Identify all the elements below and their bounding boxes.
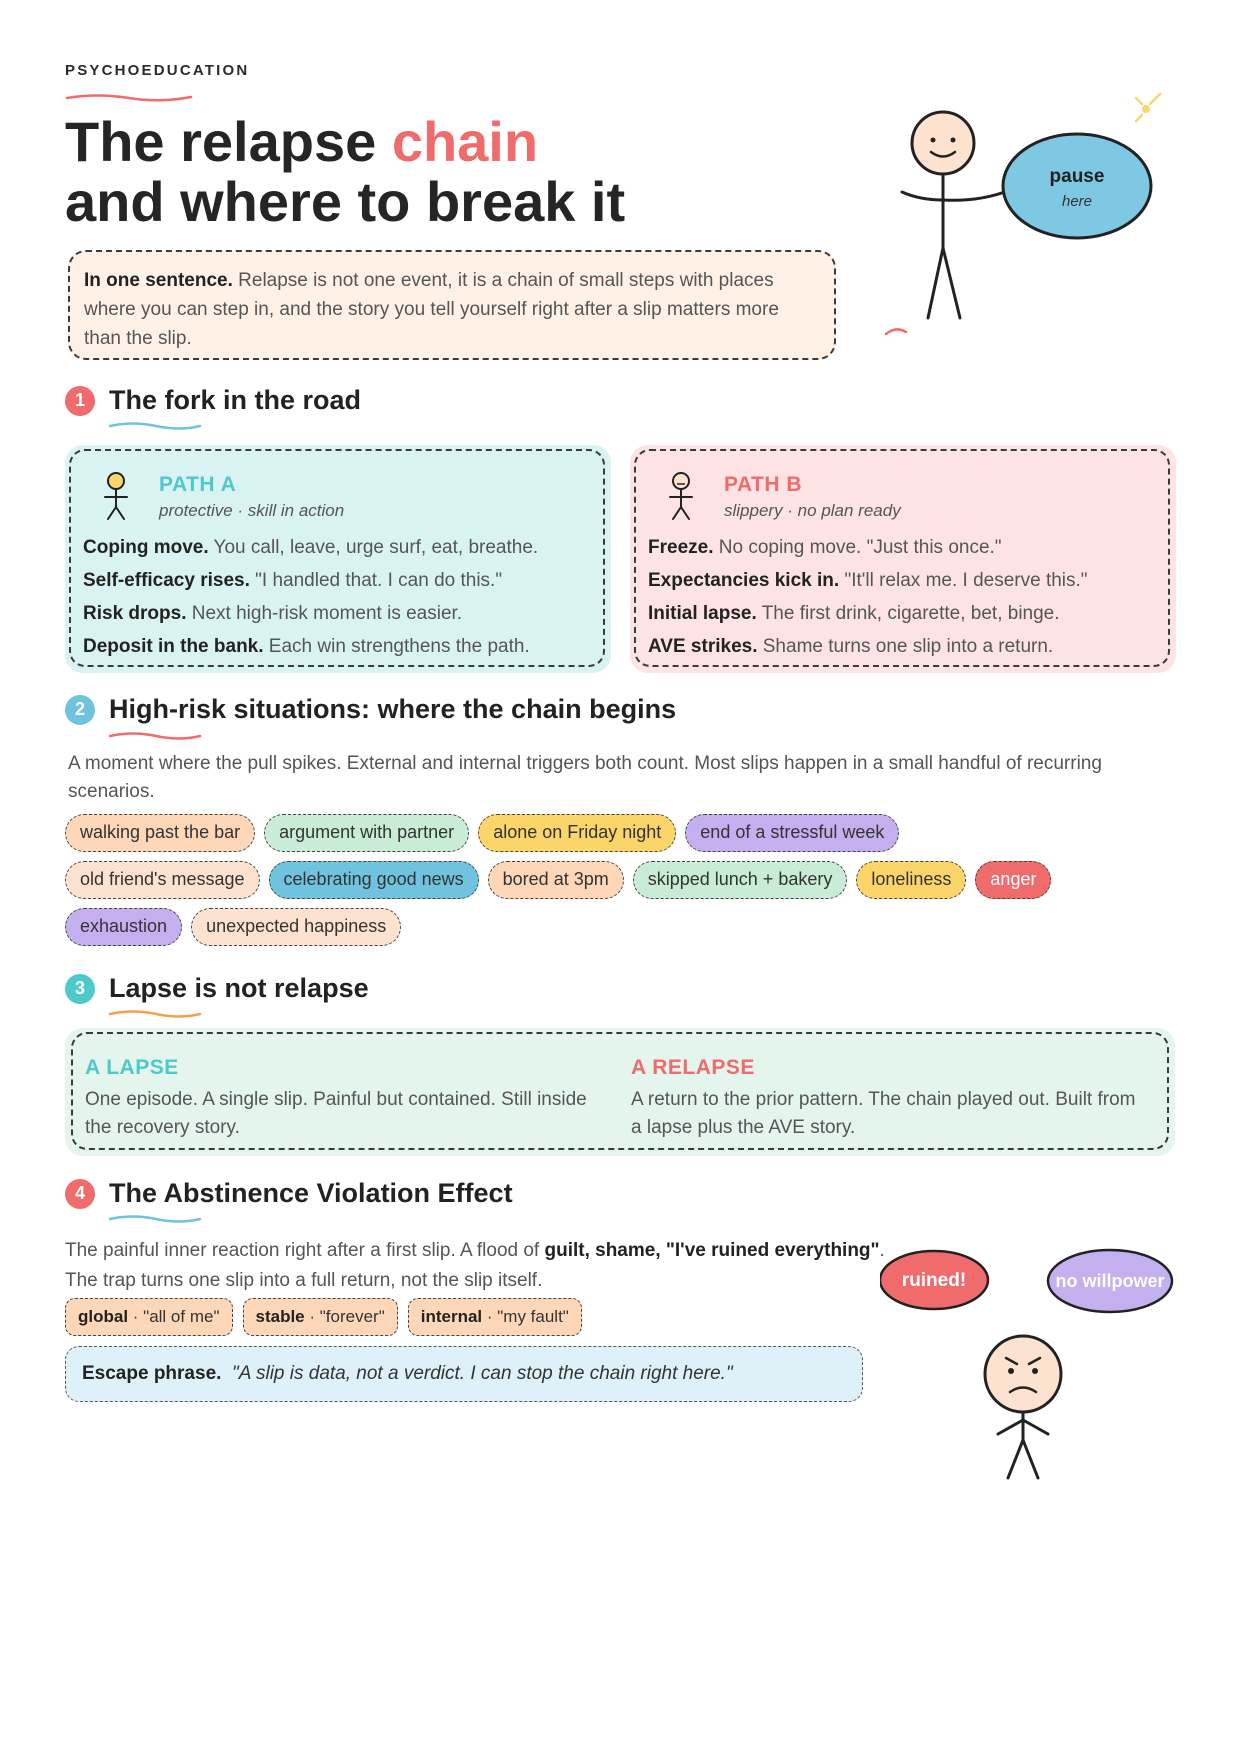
happy-stick-figure-icon — [902, 112, 1010, 318]
pause-bubble-sub: here — [1061, 193, 1093, 210]
relapse-description: A return to the prior pattern. The chain played out. Built from a lapse plus the AVE story. — [631, 1089, 1136, 1138]
trigger-chip: old friend's message — [65, 861, 260, 899]
section-3-title: Lapse is not relapse — [109, 973, 369, 1003]
title-line-2: and where to break it — [65, 170, 626, 233]
lapse-vs-relapse-card — [65, 1028, 1175, 1156]
section-2-heading — [65, 694, 676, 725]
intro-text: Relapse is not one event, it is a chain of small steps with places where you can step in, and the story you tell yourself right after a slip matters more than the slip. — [84, 270, 779, 349]
trigger-chip-list — [65, 814, 1185, 955]
willpower-bubble-text: no willpower — [1055, 1271, 1165, 1291]
ruined-bubble-text: ruined! — [901, 1270, 967, 1291]
trigger-chip: celebrating good news — [269, 861, 479, 899]
list-item: Coping move. You call, leave, urge surf, eat, breathe. — [83, 537, 539, 558]
path-b-card — [630, 445, 1176, 673]
escape-phrase-box — [65, 1346, 863, 1402]
list-item: Initial lapse. The first drink, cigarette, bet, binge. — [648, 603, 1060, 624]
path-b-subtitle: slippery · no plan ready — [724, 501, 901, 520]
pause-bubble-title: pause — [1049, 166, 1105, 187]
path-b-label: PATH B — [724, 473, 803, 496]
trigger-chip: argument with partner — [264, 814, 469, 852]
high-risk-description: A moment where the pull spikes. External and internal triggers both count. Most slips happen in a small handful of recurring scenarios. — [68, 753, 1102, 802]
section-2-title: High-risk situations: where the chain begins — [109, 694, 677, 724]
section-4-number: 4 — [65, 1179, 95, 1209]
ave-description: The painful inner reaction right after a first slip. A flood of guilt, shame, "I've ruined everything". The trap turns one slip into a full return, not the slip itself. — [65, 1240, 885, 1291]
ground-squiggle-icon — [886, 329, 906, 334]
stick-figure-pause-illustration — [880, 88, 1180, 348]
ave-tag: stable · "forever" — [243, 1298, 398, 1336]
trigger-chip: anger — [975, 861, 1051, 899]
ave-tag-list — [65, 1298, 582, 1336]
list-item: AVE strikes. Shame turns one slip into a return. — [648, 636, 1054, 657]
section-2-underline — [108, 730, 203, 742]
section-3-heading — [65, 973, 369, 1004]
list-item: Expectancies kick in. "It'll relax me. I deserve this." — [648, 570, 1088, 591]
trigger-chip: skipped lunch + bakery — [633, 861, 848, 899]
upset-stick-figure-illustration — [880, 1240, 1180, 1490]
ave-tag: internal · "my fault" — [408, 1298, 582, 1336]
section-4-title: The Abstinence Violation Effect — [109, 1178, 513, 1208]
lapse-description: One episode. A single slip. Painful but contained. Still inside the recovery story. — [85, 1089, 587, 1138]
trigger-chip: bored at 3pm — [488, 861, 624, 899]
intro-box — [68, 250, 836, 360]
section-1-underline — [108, 420, 203, 432]
list-item: Self-efficacy rises. "I handled that. I can do this." — [83, 570, 503, 591]
eyebrow-squiggle — [65, 90, 195, 104]
trigger-chip: alone on Friday night — [478, 814, 676, 852]
trigger-chip: end of a stressful week — [685, 814, 899, 852]
path-a-subtitle: protective · skill in action — [159, 501, 345, 520]
relapse-label: A RELAPSE — [631, 1056, 755, 1079]
section-2-number: 2 — [65, 695, 95, 725]
list-item: Freeze. No coping move. "Just this once." — [648, 537, 1002, 558]
sun-sparkle-icon — [1136, 94, 1160, 121]
section-1-heading — [65, 385, 361, 416]
path-a-label: PATH A — [159, 473, 237, 496]
path-b-list — [648, 531, 1158, 663]
title-accent: chain — [391, 110, 539, 173]
section-4-underline — [108, 1213, 203, 1225]
chip-row — [65, 908, 1185, 946]
trigger-chip: exhaustion — [65, 908, 182, 946]
section-4-heading — [65, 1178, 513, 1209]
trigger-chip: loneliness — [856, 861, 966, 899]
eyebrow-label: PSYCHOEDUCATION — [65, 62, 250, 79]
escape-lead: Escape phrase. — [82, 1363, 222, 1384]
path-a-list — [83, 531, 593, 663]
sad-stick-figure-icon — [985, 1336, 1061, 1478]
chip-row — [65, 861, 1185, 899]
ave-tag: global · "all of me" — [65, 1298, 233, 1336]
list-item: Deposit in the bank. Each win strengthens the path. — [83, 636, 530, 657]
worried-stick-figure-icon — [666, 471, 696, 523]
path-a-card — [65, 445, 611, 673]
title-plain: The relapse — [65, 110, 392, 173]
page-title — [65, 112, 625, 232]
small-stick-figure-icon — [101, 471, 131, 523]
section-3-number: 3 — [65, 974, 95, 1004]
trigger-chip: walking past the bar — [65, 814, 255, 852]
section-1-number: 1 — [65, 386, 95, 416]
section-1-title: The fork in the road — [109, 385, 362, 415]
list-item: Risk drops. Next high-risk moment is easier. — [83, 603, 463, 624]
chip-row — [65, 814, 1185, 852]
lapse-label: A LAPSE — [85, 1056, 179, 1079]
intro-lead: In one sentence. — [84, 270, 233, 291]
section-3-underline — [108, 1008, 203, 1020]
trigger-chip: unexpected happiness — [191, 908, 401, 946]
escape-quote: "A slip is data, not a verdict. I can stop the chain right here." — [231, 1363, 733, 1384]
